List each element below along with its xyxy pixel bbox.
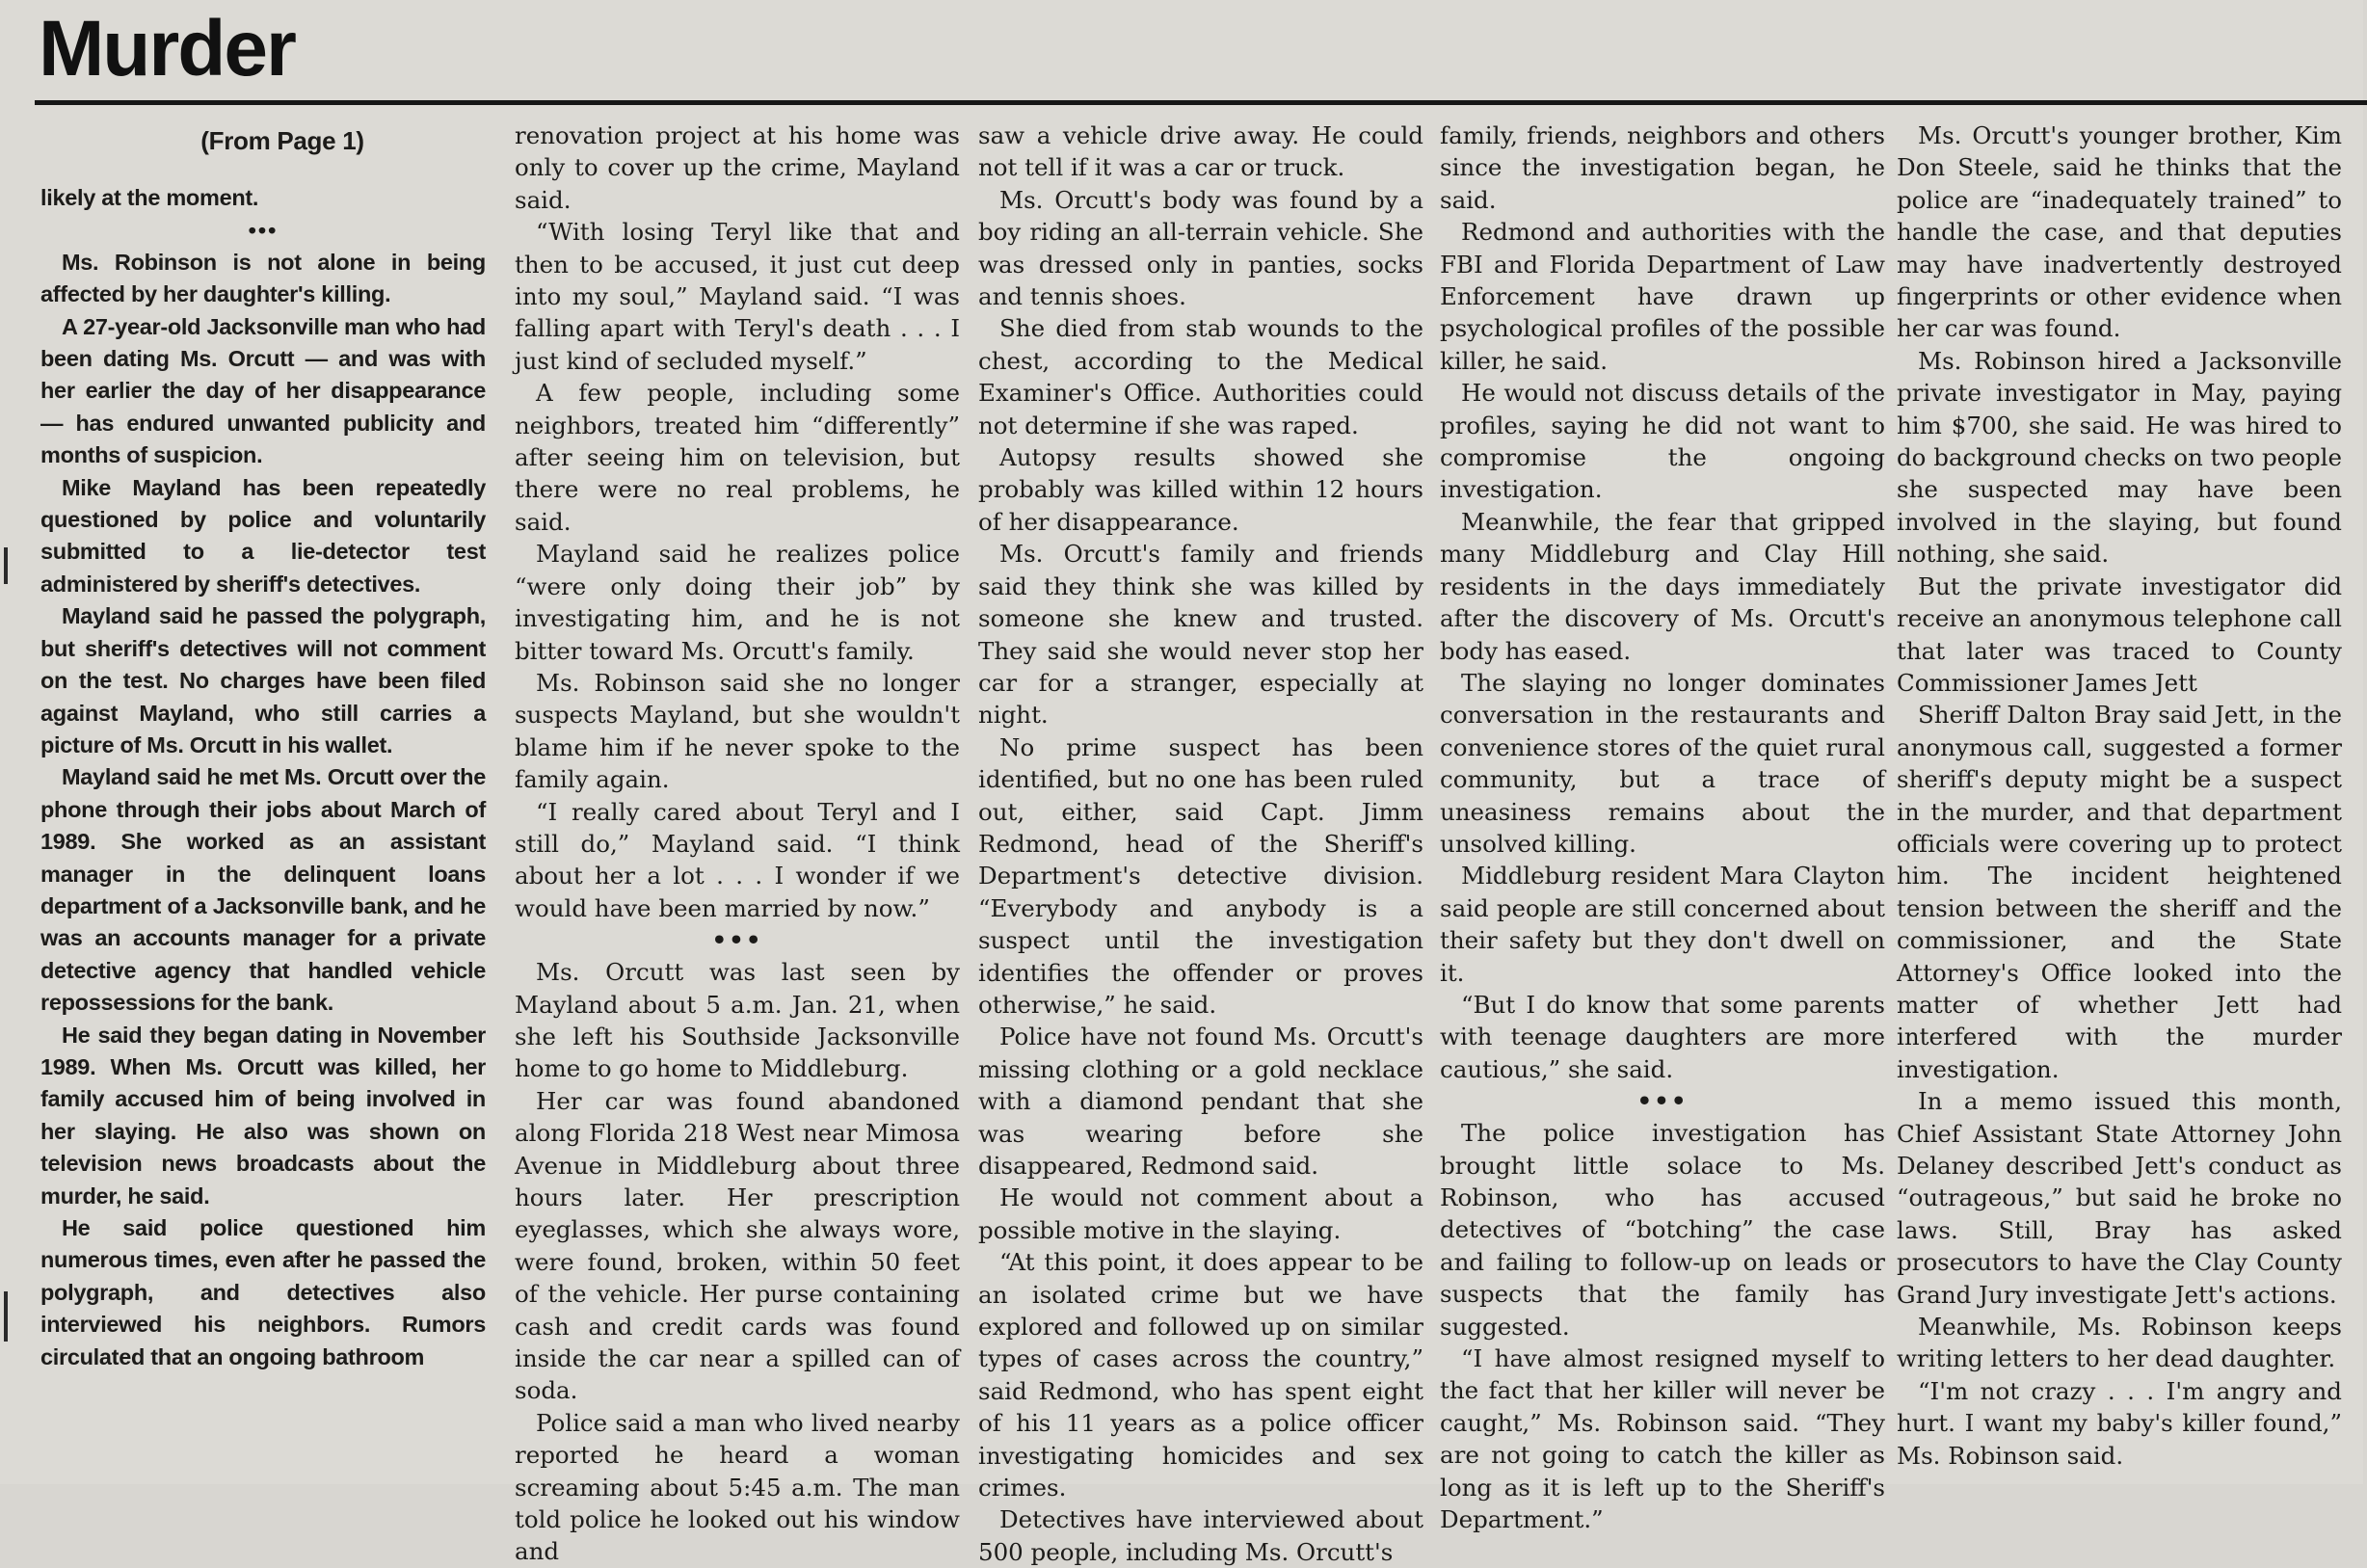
article-paragraph: “I have almost resigned myself to the fact that her killer will never be caught,” Ms. Robinson said. “They are not going to catch the killer as long as it is left up to the Sheriff's Department.” [1440,1344,1885,1534]
article-paragraph: Sheriff Dalton Bray said Jett, in the anonymous call, suggested a former sheriff's deputy might be a suspect in the murder, and that department officials were covering up to protect him. The incident heightened tension between the sheriff and the commissioner, and the State Attorney's Office looked into the matter of whether Jett had interfered with the murder investigation. [1897,701,2342,1083]
section-separator: ••• [1636,1087,1689,1116]
margin-mark [4,1291,8,1342]
article-paragraph: Mayland said he passed the polygraph, but sheriff's detectives will not comment on the test. No charges have been filed against Mayland, who still carries a picture of Ms. Orcutt in his wallet. [40,603,486,757]
section-separator: ••• [711,926,763,955]
article-paragraph: The police investigation has brought little solace to Ms. Robinson, who has accused detectives of “botching” the case and failing to follow-up on leads or suspects that the family has suggested. [1440,1119,1885,1341]
article-paragraph: Mayland said he met Ms. Orcutt over the phone through their jobs about March of 1989. She worked as an assistant manager in the delinquent loans department of a Jacksonville bank, and he was an accounts manager for a private detective agency that handled vehicle repossessions for the bank. [40,764,486,1016]
article-paragraph: Middleburg resident Mara Clayton said people are still concerned about their safety but they don't dwell on it. [1440,862,1885,987]
article-paragraph: Her car was found abandoned along Florida 218 West near Mimosa Avenue in Middleburg about three hours later. Her prescription eyeglasses, which she always wore, were found, broken, within 50 feet of the vehicle. Her purse containing cash and credit cards was found inside the car near a spilled can of soda. [515,1086,960,1405]
article-paragraph: Meanwhile, the fear that gripped many Middleburg and Clay Hill residents in the days immediately after the discovery of Ms. Orcutt's body has eased. [1440,507,1885,665]
article-paragraph: “But I do know that some parents with teenage daughters are more cautious,” she said. [1440,990,1885,1083]
article-column-3 [978,120,1423,1566]
continuation-label: (From Page 1) [200,126,364,155]
article-paragraph: A 27-year-old Jacksonville man who had been dating Ms. Orcutt — and was with her earlier the day of her disappearance — has endured unwanted publicity and months of suspicion. [40,313,486,468]
article-paragraph: Police have not found Ms. Orcutt's missing clothing or a gold necklace with a diamond pendant that she was wearing before she disappeared, Redmond said. [978,1023,1423,1180]
article-column-2 [515,120,960,1566]
article-paragraph: “At this point, it does appear to be an isolated crime but we have explored and followed up on similar types of cases across the country,” said Redmond, who has spent eight of his 11 years as a police officer investigating homicides and sex crimes. [978,1248,1423,1502]
headline-rule [35,100,2367,105]
article-paragraph: likely at the moment. [40,185,259,211]
article-paragraph: Ms. Robinson hired a Jacksonville private investigator in May, paying him $700, she said. He was hired to do background checks on two people she suspected may have been involved in the slaying, but found nothing, she said. [1897,346,2342,569]
article-paragraph: “I'm not crazy . . . I'm angry and hurt. I want my baby's killer found,” Ms. Robinson said. [1897,1376,2342,1470]
article-paragraph: Autopsy results showed she probably was killed within 12 hours of her disappearance. [978,443,1423,536]
article-paragraph: But the private investigator did receive an anonymous telephone call that later was traced to County Commissioner James Jett [1897,571,2342,697]
article-paragraph: Ms. Orcutt's body was found by a boy riding an all-terrain vehicle. She was dressed only in panties, socks and tennis shoes. [978,185,1423,311]
article-paragraph: Ms. Orcutt's family and friends said they think she was killed by someone she knew and trusted. They said she would never stop her car for a stranger, especially at night. [978,540,1423,730]
column-3-body [978,120,1423,1568]
article-paragraph: “I really cared about Teryl and I still do,” Mayland said. “I think about her a lot . . . I wonder if we would have been married by now.” [515,797,960,922]
article-paragraph: In a memo issued this month, Chief Assistant State Attorney John Delaney described Jett's conduct as “outrageous,” but said he broke no laws. Still, Bray has asked prosecutors to have the Clay County Grand Jury investigate Jett's actions. [1897,1087,2342,1309]
article-paragraph: Mike Mayland has been repeatedly questioned by police and voluntarily submitted to a lie-detector test administered by sheriff's detectives. [40,474,486,597]
column-5-body [1897,120,2342,1472]
article-column-4 [1440,120,1885,1534]
article-paragraph: Ms. Orcutt's younger brother, Kim Don Steele, said he thinks that the police are “inadequately trained” to handle the case, and that deputies may have inadvertently destroyed fingerprints or other evidence when her car was found. [1897,121,2342,343]
article-paragraph: She died from stab wounds to the chest, according to the Medical Examiner's Office. Authorities could not determine if she was raped. [978,314,1423,439]
column-2-body [515,120,960,1568]
article-paragraph: saw a vehicle drive away. He could not tell if it was a car or truck. [978,121,1423,182]
article-paragraph: renovation project at his home was only to cover up the crime, Mayland said. [515,121,960,214]
article-paragraph: Detectives have interviewed about 500 people, including Ms. Orcutt's [978,1505,1423,1566]
article-paragraph: Mayland said he realizes police “were only doing their job” by investigating him, and he is not bitter toward Ms. Orcutt's family. [515,540,960,665]
article-paragraph: The slaying no longer dominates conversation in the restaurants and convenience stores of the quiet rural community, but a trace of uneasiness remains about the unsolved killing. [1440,668,1885,858]
section-separator: ••• [248,217,279,243]
article-column-1 [40,120,486,1478]
column-1-body [40,182,486,1373]
article-paragraph: “With losing Teryl like that and then to be accused, it just cut deep into my soul,” Mayland said. “I was falling apart with Teryl's death . . . I just kind of secluded myself.” [515,218,960,375]
article-paragraph: family, friends, neighbors and others since the investigation began, he said. [1440,121,1885,214]
headline: Murder [39,5,295,93]
article-paragraph: Meanwhile, Ms. Robinson keeps writing letters to her dead daughter. [1897,1313,2342,1373]
column-4-body [1440,120,1885,1535]
article-paragraph: Police said a man who lived nearby reported he heard a woman screaming about 5:45 a.m. The man told police he looked out his window and [515,1408,960,1566]
article-paragraph: Ms. Orcutt was last seen by Mayland about 5 a.m. Jan. 21, when she left his Southside Jacksonville home to go home to Middleburg. [515,958,960,1083]
article-paragraph: A few people, including some neighbors, treated him “differently” after seeing him on television, but there were no real problems, he said. [515,379,960,536]
margin-mark [4,547,8,584]
article-paragraph: He would not comment about a possible motive in the slaying. [978,1183,1423,1244]
article-paragraph: Ms. Robinson said she no longer suspects Mayland, but she wouldn't blame him if he never spoke to the family again. [515,668,960,794]
article-paragraph: Redmond and authorities with the FBI and Florida Department of Law Enforcement have drawn up psychological profiles of the possible killer, he said. [1440,218,1885,375]
article-paragraph: He said they began dating in November 1989. When Ms. Orcutt was killed, her family accused him of being involved in her slaying. He also was shown on television news broadcasts about the murder, he said. [40,1022,486,1209]
article-column-5 [1897,120,2342,1478]
article-paragraph: He said police questioned him numerous times, even after he passed the polygraph, and detectives also interviewed his neighbors. Rumors circulated that an ongoing bathroom [40,1215,486,1369]
article-paragraph: Ms. Robinson is not alone in being affected by her daughter's killing. [40,249,486,307]
article-paragraph: No prime suspect has been identified, but no one has been ruled out, either, said Capt. Jimm Redmond, head of the Sheriff's Department's detective division. “Everybody and anybody is a suspect until the investigation identifies the offender or proves otherwise,” he said. [978,732,1423,1019]
article-paragraph: He would not discuss details of the profiles, saying he did not want to compromise the ongoing investigation. [1440,379,1885,504]
